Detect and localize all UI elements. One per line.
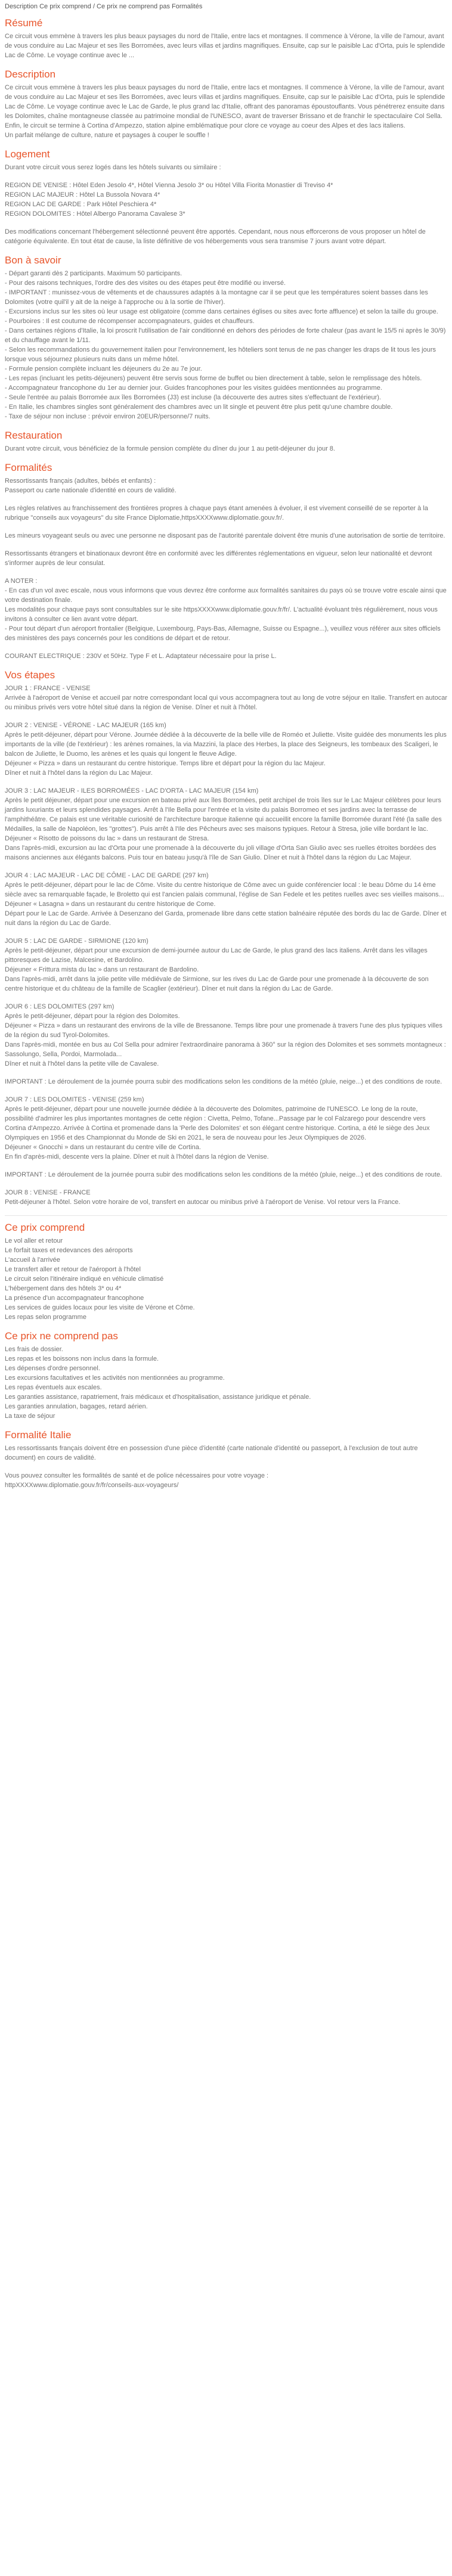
text-line: REGION DOLOMITES : Hôtel Albergo Panorama Cavalese 3* — [5, 210, 185, 218]
text-line: JOUR 3 : LAC MAJEUR - ILES BORROMÉES - LAC D'ORTA - LAC MAJEUR (154 km) — [5, 787, 259, 794]
paragraph — [5, 32, 447, 60]
text-line: Les garanties annulation, bagages, retard aérien. — [5, 1403, 148, 1410]
text-line: - Pourboires : Il est coutume de récompenser accompagnateurs, guides et chauffeurs. — [5, 318, 255, 325]
paragraph — [5, 576, 447, 643]
text-line: Déjeuner « Pizza » dans un restaurant des environs de la ville de Bressanone. Temps libre pour une promenade à travers l'une des plus typiques villes de la région du sud Tyrol-Dolomites. — [5, 1022, 442, 1039]
text-line: - Pour des raisons techniques, l'ordre des des visites ou des étapes peut être modifié ou inversé. — [5, 280, 286, 287]
section — [5, 462, 447, 661]
text-line: JOUR 5 : LAC DE GARDE - SIRMIONE (120 km) — [5, 938, 148, 945]
text-line: REGION LAC MAJEUR : Hôtel La Bussola Novara 4* — [5, 191, 160, 198]
paragraph — [5, 227, 447, 246]
text-line: Ce circuit vous emmène à travers les plus beaux paysages du nord de l'Italie, entre lacs et montagnes. Il commence à Vérone, la ville de l'amour, avant de vous conduire au Lac Majeur et ses îles Borromées, avec leurs villas et jardins magnifiques. Ensuite, cap sur le paisible Lac d'Orta, puis le splendide Lac de Côme. Le voyage continue avec le ... — [5, 33, 445, 59]
section — [5, 1222, 447, 1322]
paragraph — [5, 549, 447, 568]
text-line: - Taxe de séjour non incluse : prévoir environ 20EUR/personne/7 nuits. — [5, 413, 210, 420]
text-line: httpXXXXwww.diplomatie.gouv.fr/fr/conseils-aux-voyageurs/ — [5, 1482, 179, 1489]
paragraph — [5, 786, 447, 862]
paragraph — [5, 1345, 447, 1421]
text-line: COURANT ELECTRIQUE : 230V et 50Hz. Type F et L. Adaptateur nécessaire pour la prise L. — [5, 653, 277, 660]
paragraph — [5, 531, 447, 541]
text-line: Les ressortissants français doivent être en possession d'une pièce d'identité (carte nationale d'identité ou passeport, à l'exclusion de tout autre document) en cours de validité. — [5, 1445, 418, 1461]
text-line: JOUR 6 : LES DOLOMITES (297 km) — [5, 1003, 114, 1010]
text-line: - Seule l'entrée au palais Borromée aux îles Borromées (J3) est incluse (la découverte des autres sites s'effectuant de l'extérieur). — [5, 394, 381, 401]
text-line: IMPORTANT : Le déroulement de la journée pourra subir des modifications selon les conditions de la météo (pluie, neige...) et des conditions de route. — [5, 1171, 442, 1178]
paragraph — [5, 269, 447, 421]
text-line: REGION LAC DE GARDE : Park Hôtel Peschiera 4* — [5, 201, 157, 208]
text-line: Passeport ou carte nationale d'identité en cours de validité. — [5, 487, 177, 494]
paragraph — [5, 444, 447, 454]
divider — [5, 1215, 447, 1216]
text-line: JOUR 2 : VENISE - VÉRONE - LAC MAJEUR (165 km) — [5, 722, 166, 729]
text-line: Le vol aller et retour — [5, 1237, 63, 1244]
text-line: Dîner et nuit à l'hôtel dans la petite ville de Cavalese. — [5, 1060, 159, 1067]
text-line: - En Italie, les chambres singles sont généralement des chambres avec un lit single et peuvent être plus petit qu'une chambre double. — [5, 404, 393, 411]
paragraph — [5, 83, 447, 140]
section — [5, 669, 447, 1216]
section-title: Ce prix comprend — [5, 1222, 85, 1233]
text-line: Les repas éventuels aux escales. — [5, 1384, 102, 1391]
paragraph — [5, 1236, 447, 1322]
text-line: Dîner et nuit à l'hôtel dans la région du Lac Majeur. — [5, 769, 153, 777]
text-line: Les garanties assistance, rapatriement, frais médicaux et d'hospitalisation, assistance juridique et pénale. — [5, 1393, 311, 1401]
text-line: - Départ garanti dès 2 participants. Maximum 50 participants. — [5, 270, 182, 277]
text-line: Après le petit-déjeuner, départ pour le lac de Côme. Visite du centre historique de Côme avec un guide conférencier local : le beau Dôme du 14 ème siècle avec sa remarquable façade, le Broletto qui est l'ancien palais communal, l'église de San Fedele et les petites ruelles avec ses vieilles maisons... — [5, 882, 444, 898]
paragraph — [5, 181, 447, 219]
section-title: Ce prix ne comprend pas — [5, 1330, 118, 1342]
text-line: Les modalités pour chaque pays sont consultables sur le site httpsXXXXwww.diplomatie.gouv.fr/fr/. L'actualité évoluant très régulièrement, nous vous invitons à consulter ce lien avant votre départ. — [5, 606, 438, 623]
paragraph — [5, 1188, 447, 1207]
text-line: Déjeuner « Lasagna » dans un restaurant du centre historique de Come. — [5, 901, 216, 908]
section-title: Vos étapes — [5, 669, 55, 681]
text-line: L'accueil à l'arrivée — [5, 1256, 60, 1264]
text-line: Déjeuner « Gnocchi » dans un restaurant du centre ville de Cortina. — [5, 1144, 201, 1151]
text-line: Ce circuit vous emmène à travers les plus beaux paysages du nord de l'Italie, entre lacs et montagnes. Il commence à Vérone, la ville de l'amour, avant de vous conduire au Lac Majeur et ses îles Borromées, avec leurs villas et jardins magnifiques. Ensuite, cap sur le paisible Lac d'Orta, puis le splendide Lac de Côme. Le voyage continue avec le Lac de Garde, le plus grand lac d'Italie, offrant des panoramas époustouflants. Vous pénétrerez ensuite dans les Dolomites, chaîne montagneuse classée au patrimoine mondial de l'UNESCO, avant de traverser Brissano et de franchir le spectaculaire Col Sella. Enfin, le circuit se termine à Cortina d'Ampezzo, station alpine emblématique pour clore ce voyage au coeur des Alpes et des lacs italiens. — [5, 84, 445, 129]
section — [5, 17, 447, 60]
section-title: Bon à savoir — [5, 255, 61, 266]
paragraph — [5, 721, 447, 778]
text-line: Petit-déjeuner à l'hôtel. Selon votre horaire de vol, transfert en autocar ou minibus privé à l'aéroport de Venise. Vol retour vers la France. — [5, 1199, 401, 1206]
paragraph — [5, 1471, 447, 1490]
paragraph — [5, 476, 447, 495]
text-line: Arrivée à l'aéroport de Venise et accueil par notre correspondant local qui vous accompagnera tout au long de votre séjour en Italie. Transfert en autocar ou minibus privés vers votre hôtel situé dans la région de Venise. Dîner et nuit à l'hôtel. — [5, 694, 447, 711]
paragraph — [5, 871, 447, 928]
section-title: Formalité Italie — [5, 1429, 72, 1441]
text-line: Après le petit déjeuner, départ pour une excursion en bateau privé aux îles Borromées, petit archipel de trois îles sur le Lac Majeur célèbres pour leurs jardins luxuriants et leurs splendides paysages. Arrêt à l'Ile Bella pour l'entrée et la visite du palais Borromeo et ses jardins avec la terrasse de l'amphithéâtre. Ce palais est une véritable curiosité de l'architecture baroque italienne qui accueillit encore la famille Borromée durant l'été (la salle des Médailles, la salle de Napoléon, les "grottes"). Puis arrêt à l'Ile des Pêcheurs avec ses maisons typiques. Retour à Stresa, jolie ville bordant le lac. — [5, 797, 442, 833]
paragraph — [5, 651, 447, 661]
sections-container — [5, 17, 447, 1490]
text-line: Après le petit-déjeuner, départ pour la région des Dolomites. — [5, 1013, 180, 1020]
section — [5, 430, 447, 454]
text-line: Les excursions facultatives et les activités non mentionnées au programme. — [5, 1374, 225, 1382]
text-line: Un parfait mélange de culture, nature et paysages à couper le souffle ! — [5, 132, 209, 139]
text-line: La présence d'un accompagnateur francophone — [5, 1295, 144, 1302]
text-line: Dans l'après-midi, montée en bus au Col Sella pour admirer l'extraordinaire panorama à 360° sur la région des Dolomites et ses sommets montagneux : Sassolungo, Sella, Pordoi, Marmolada... — [5, 1041, 446, 1058]
text-line: - Selon les recommandations du gouvernement italien pour l'environnement, les hôteliers sont tenus de ne pas changer les draps de lit tous les jours lorsque vous séjournez plusieurs nuits dans un même hôtel. — [5, 346, 436, 363]
paragraph — [5, 684, 447, 712]
section — [5, 148, 447, 246]
paragraph — [5, 163, 447, 172]
text-line: Départ pour le Lac de Garde. Arrivée à Desenzano del Garda, promenade libre dans cette station balnéaire réputée des bords du lac de Garde. Dîner et nuit dans la région du Lac de Garde. — [5, 910, 447, 927]
text-line: - Les repas (incluant les petits-déjeuners) peuvent être servis sous forme de buffet ou bien directement à table, selon le remplissage des hôtels. — [5, 375, 422, 382]
text-line: - IMPORTANT : munissez-vous de vêtements et de chaussures adaptés à la montagne car il se peut que les températures soient basses dans les Dolomites (votre quil'il y ait de la neige à l'approche ou à la sortie de l'hiver). — [5, 289, 428, 306]
section — [5, 1429, 447, 1490]
text-line: JOUR 1 : FRANCE - VENISE — [5, 685, 91, 692]
text-line: JOUR 7 : LES DOLOMITES - VENISE (259 km) — [5, 1096, 144, 1103]
text-line: Des modifications concernant l'hébergement sélectionné peuvent être apportés. Cependant, nous nous efforcerons de vous proposer un hôtel de catégorie équivalente. En tout état de cause, la liste définitive de vos hébergements vous sera transmise 7 jours avant votre départ. — [5, 228, 426, 245]
text-line: Vous pouvez consulter les formalités de santé et de police nécessaires pour votre voyage : — [5, 1472, 269, 1479]
text-line: Ressortissants français (adultes, bébés et enfants) : — [5, 477, 156, 485]
section — [5, 255, 447, 421]
paragraph — [5, 1170, 447, 1180]
text-line: - Accompagnateur francophone du 1er au dernier jour. Guides francophones pour les visites guidées mentionnées au programme. — [5, 384, 382, 392]
section-title: Logement — [5, 148, 50, 160]
text-line: Les dépenses d'ordre personnel. — [5, 1365, 100, 1372]
text-line: - Excursions inclus sur les sites où leur usage est obligatoire (comme dans certaines églises ou sites avec forte affluence) et selon la taille du groupe. — [5, 308, 438, 315]
paragraph — [5, 1444, 447, 1463]
text-line: - Dans certaines régions d'Italie, la loi proscrit l'utilisation de l'air conditionné en dehors des périodes de forte chaleur (pas avant le 15/5 ni après le 30/9) et du chauffage avant le 1/11. — [5, 327, 446, 344]
text-line: A NOTER : — [5, 578, 38, 585]
text-line: Déjeuner « Frittura mista du lac » dans un restaurant de Bardolino. — [5, 966, 199, 973]
text-line: La taxe de séjour — [5, 1413, 55, 1420]
text-line: Déjeuner « Pizza » dans un restaurant du centre historique. Temps libre et départ pour la région du lac Majeur. — [5, 760, 326, 767]
text-line: - Pour tout départ d'un aéroport frontalier (Belgique, Luxembourg, Pays-Bas, Allemagne, Suisse ou Espagne...), veuillez vous référer aux sites officiels des ministères des pays concernés pour les conditions de départ et de retour. — [5, 625, 441, 642]
text-line: L'hébergement dans des hôtels 3* ou 4* — [5, 1285, 122, 1292]
section — [5, 1330, 447, 1421]
paragraph — [5, 504, 447, 523]
text-line: Le transfert aller et retour de l'aéroport à l'hôtel — [5, 1266, 141, 1273]
text-line: - Formule pension complète incluant les déjeuners du 2e au 7e jour. — [5, 365, 202, 373]
text-line: Dans l'après-midi, arrêt dans la jolie petite ville médiévale de Sirmione, sur les rives du Lac de Garde pour une promenade à la découverte de son centre historique et du château de la famille de Scaglier (extérieur). Dîner et nuit dans la région du Lac de Garde. — [5, 976, 429, 992]
text-line: Après le petit-déjeuner, départ pour une excursion de demi-journée autour du Lac de Garde, le plus grand des lacs italiens. Arrêt dans les villages pittoresques de Lazise, Malcesine, et Bardolino. — [5, 947, 428, 964]
paragraph — [5, 1002, 447, 1069]
section-title: Description — [5, 69, 56, 80]
text-line: - En cas d'un vol avec escale, nous vous informons que vous devrez être conforme aux formalités sanitaires du pays où se trouve votre escale ainsi que votre destination finale. — [5, 587, 447, 604]
paragraph — [5, 936, 447, 994]
section — [5, 69, 447, 140]
text-line: Les repas et les boissons non inclus dans la formule. — [5, 1355, 159, 1363]
text-line: Déjeuner « Risotto de poissons du lac » dans un restaurant de Stresa. — [5, 835, 209, 842]
text-line: JOUR 4 : LAC MAJEUR - LAC DE CÔME - LAC DE GARDE (297 km) — [5, 872, 209, 879]
text-line: REGION DE VENISE : Hôtel Eden Jesolo 4*, Hôtel Vienna Jesolo 3* ou Hôtel Villa Fiorita Monastier di Treviso 4* — [5, 182, 333, 189]
text-line: Les services de guides locaux pour les visite de Vérone et Côme. — [5, 1304, 195, 1311]
text-line: JOUR 8 : VENISE - FRANCE — [5, 1189, 91, 1196]
text-line: Les repas selon programme — [5, 1314, 86, 1321]
text-line: Durant votre circuit, vous bénéficiez de la formule pension complète du dîner du jour 1 au petit-déjeuner du jour 8. — [5, 445, 335, 452]
text-line: Le forfait taxes et redevances des aéroports — [5, 1247, 133, 1254]
text-line: Les mineurs voyageant seuls ou avec une personne ne disposant pas de l'autorité parentale doivent être munis d'une autorisation de sortie de territoire. — [5, 532, 445, 539]
text-line: Après le petit-déjeuner, départ pour Vérone. Journée dédiée à la découverte de la belle ville de Roméo et Juliette. Visite guidée des monuments les plus importants de la ville (de l'extérieur) : les arènes romaines, la via Mazzini, la place des Herbes, la place des Seigneurs, les tombeaux des Scaligeri, le balcon de Juliette, le Duomo, les arènes et les quais qui longent le fleuve Adige. — [5, 731, 447, 758]
text-line: En fin d'après-midi, descente vers la plaine. Dîner et nuit à l'hôtel dans la région de Venise. — [5, 1153, 269, 1160]
text-line: Dans l'après-midi, excursion au lac d'Orta pour une promenade à la découverte du joli village d'Orta San Giulio avec ses ruelles étroites bordées des maisons anciennes aux élégants balcons. Puis tour en bateau jusqu'à l'île de San Giulio. Dîner et nuit à l'hôtel dans la région du Lac Majeur. — [5, 845, 436, 861]
section-title: Résumé — [5, 17, 43, 29]
text-line: Les frais de dossier. — [5, 1346, 63, 1353]
text-line: Après le petit-déjeuner, départ pour une nouvelle journée dédiée à la découverte des Dolomites, patrimoine de l'UNESCO. Le long de la route, possibilité d'admirer les plus importantes montagnes de cette région : Civetta, Pelmo, Tofane...Passage par le col Falzarego pour descendre vers Cortina d'Ampezzo. Arrivée à Cortina et promenade dans la 'Perle des Dolomites' et son élégant centre historique. Cortina, a été le siège des Jeux Olympiques en 1956 et des Championnat du Monde de Ski en 2021, le sera de nouveau pour les Jeux Olympiques de 2026. — [5, 1106, 430, 1141]
text-line: Les règles relatives au franchissement des frontières propres à chaque pays étant amenées à évoluer, il est vivement conseillé de se reporter à la rubrique "conseils aux voyageurs" du site France Diplomatie,httpsXXXXwww.diplomatie.gouv.fr/. — [5, 505, 428, 522]
paragraph — [5, 1095, 447, 1162]
text-line: Ressortissants étrangers et binationaux devront être en conformité avec les différentes réglementations en vigueur, selon leur nationalité et devront s'informer auprès de leur consulat. — [5, 550, 432, 567]
paragraph — [5, 1077, 447, 1087]
section-title: Restauration — [5, 430, 63, 441]
section-title: Formalités — [5, 462, 52, 473]
text-line: IMPORTANT : Le déroulement de la journée pourra subir des modifications selon les conditions de la météo (pluie, neige...) et des conditions de route. — [5, 1078, 442, 1085]
breadcrumb-links: Description Ce prix comprend / Ce prix ne comprend pas Formalités — [5, 3, 203, 10]
text-line: Le circuit selon l'itinéraire indiqué en véhicule climatisé — [5, 1275, 164, 1283]
text-line: Durant votre circuit vous serez logés dans les hôtels suivants ou similaire : — [5, 164, 221, 171]
